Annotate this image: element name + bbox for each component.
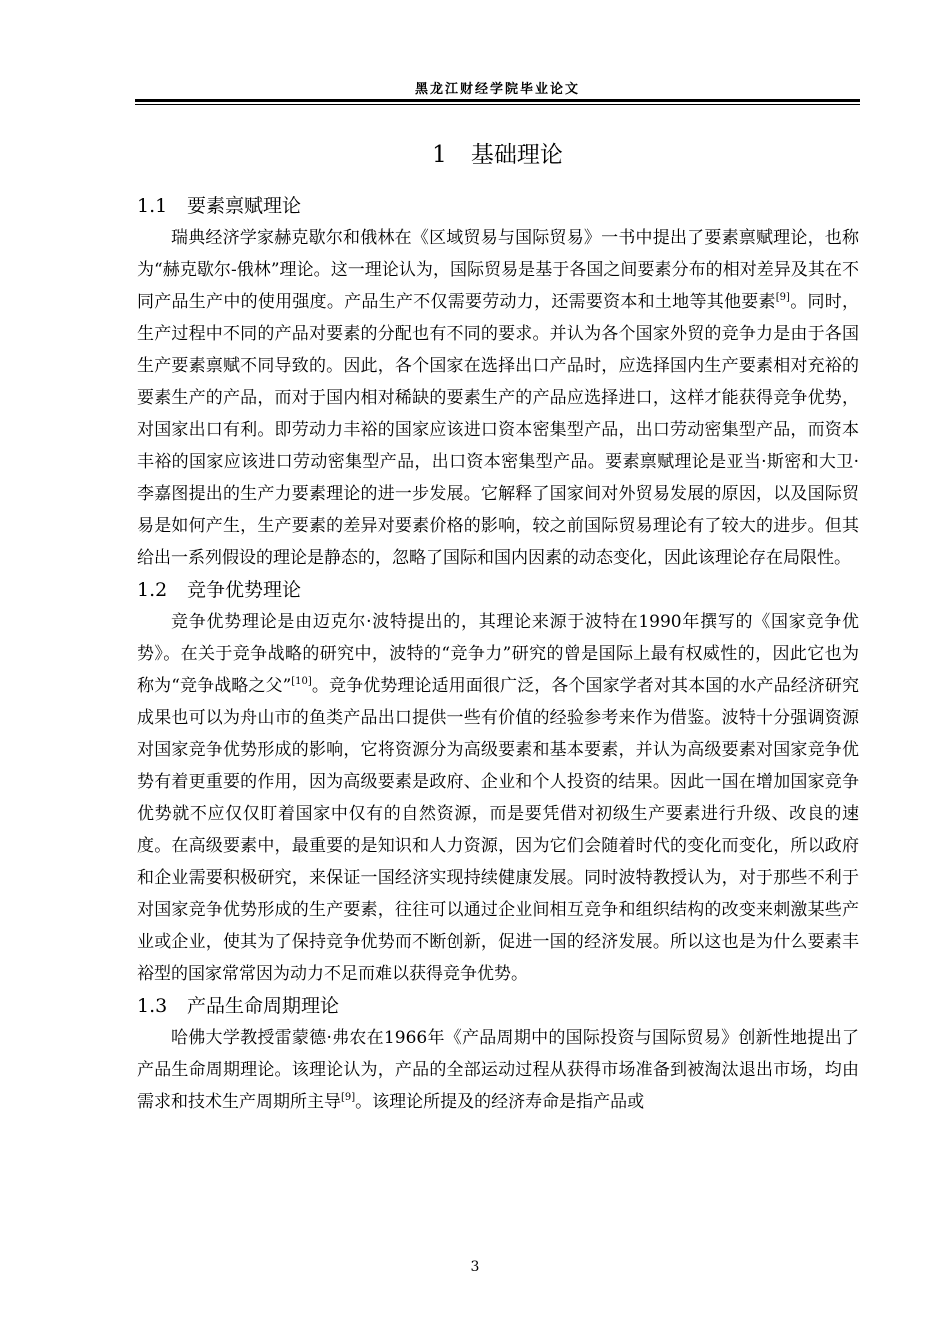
paragraph-text: 竞争优势理论是由迈克尔·波特提出的，其理论来源于波特在1990年撰写的《国家竞争优势》。在关于竞争战略的研究中，波特的“竞争力”研究的曾是国际上最有权威性的，因此它也为称为“竞争战略之父” <box>137 612 859 696</box>
citation: [9] <box>775 292 790 303</box>
citation: [10] <box>291 676 312 687</box>
paragraph <box>137 222 859 574</box>
page-number: 3 <box>470 1259 480 1275</box>
section-title: 产品生命周期理论 <box>187 995 340 1017</box>
paragraph-text: 哈佛大学教授雷蒙德·弗农在1966年《产品周期中的国际投资与国际贸易》创新性地提出了产品生命周期理论。该理论认为，产品的全部运动过程从获得市场准备到被淘汰退出市场，均由需求和技术生产周期所主导 <box>137 1028 859 1112</box>
section-heading-1-1 <box>137 190 859 222</box>
section-heading-1-3 <box>137 990 859 1022</box>
chapter-title <box>135 136 860 169</box>
section-title: 要素禀赋理论 <box>187 195 302 217</box>
paragraph-text: 。同时，生产过程中不同的产品对要素的分配也有不同的要求。并认为各个国家外贸的竞争力是由于各国生产要素禀赋不同导致的。因此，各个国家在选择出口产品时，应选择国内生产要素相对充裕的要素生产的产品，而对于国内相对稀缺的要素生产的产品应选择进口，这样才能获得竞争优势，对国家出口有利。即劳动力丰裕的国家应该进口资本密集型产品，出口劳动密集型产品，而资本丰裕的国家应该进口劳动密集型产品，出口资本密集型产品。要素禀赋理论是亚当·斯密和大卫·李嘉图提出的生产力要素理论的进一步发展。它解释了国家间对外贸易发展的原因，以及国际贸易是如何产生，生产要素的差异对要素价格的影响，较之前国际贸易理论有了较大的进步。但其给出一系列假设的理论是静态的，忽略了国际和国内因素的动态变化，因此该理论存在局限性。 <box>137 292 860 568</box>
section-heading-1-2 <box>137 574 859 606</box>
paragraph-text: 瑞典经济学家赫克歇尔和俄林在《区域贸易与国际贸易》一书中提出了要素禀赋理论，也称为“赫克歇尔-俄林”理论。这一理论认为，国际贸易是基于各国之间要素分布的相对差异及其在不同产品生产中的使用强度。产品生产不仅需要劳动力，还需要资本和土地等其他要素 <box>137 228 859 312</box>
paragraph <box>137 1022 859 1118</box>
chapter-number: 1 <box>432 142 447 168</box>
document-body <box>137 190 859 1118</box>
section-number: 1.1 <box>137 195 168 217</box>
section-title: 竞争优势理论 <box>187 579 302 601</box>
paragraph <box>137 606 859 990</box>
paragraph-text: 。该理论所提及的经济寿命是指产品或 <box>355 1092 645 1112</box>
paragraph-text: 。竞争优势理论适用面很广泛，各个国家学者对其本国的水产品经济研究成果也可以为舟山市的鱼类产品出口提供一些有价值的经验参考来作为借鉴。波特十分强调资源对国家竞争优势形成的影响，它将资源分为高级要素和基本要素，并认为高级要素对国家竞争优势有着更重要的作用，因为高级要素是政府、企业和个人投资的结果。因此一国在增加国家竞争优势就不应仅仅盯着国家中仅有的自然资源，而是要凭借对初级生产要素进行升级、改良的速度。在高级要素中，最重要的是知识和人力资源，因为它们会随着时代的变化而变化，所以政府和企业需要积极研究，来保证一国经济实现持续健康发展。同时波特教授认为，对于那些不利于对国家竞争优势形成的生产要素，往往可以通过企业间相互竞争和组织结构的改变来刺激某些产业或企业，使其为了保持竞争优势而不断创新，促进一国的经济发展。所以这也是为什么要素丰裕型的国家常常因为动力不足而难以获得竞争优势。 <box>137 676 859 984</box>
section-number: 1.3 <box>137 995 168 1017</box>
header-rule-thin <box>135 104 860 105</box>
section-number: 1.2 <box>137 579 168 601</box>
chapter-title-text: 基础理论 <box>470 142 563 168</box>
citation: [9] <box>341 1092 356 1103</box>
running-header: 黑龙江财经学院毕业论文 <box>414 82 580 97</box>
header-rule-thick <box>135 99 860 102</box>
